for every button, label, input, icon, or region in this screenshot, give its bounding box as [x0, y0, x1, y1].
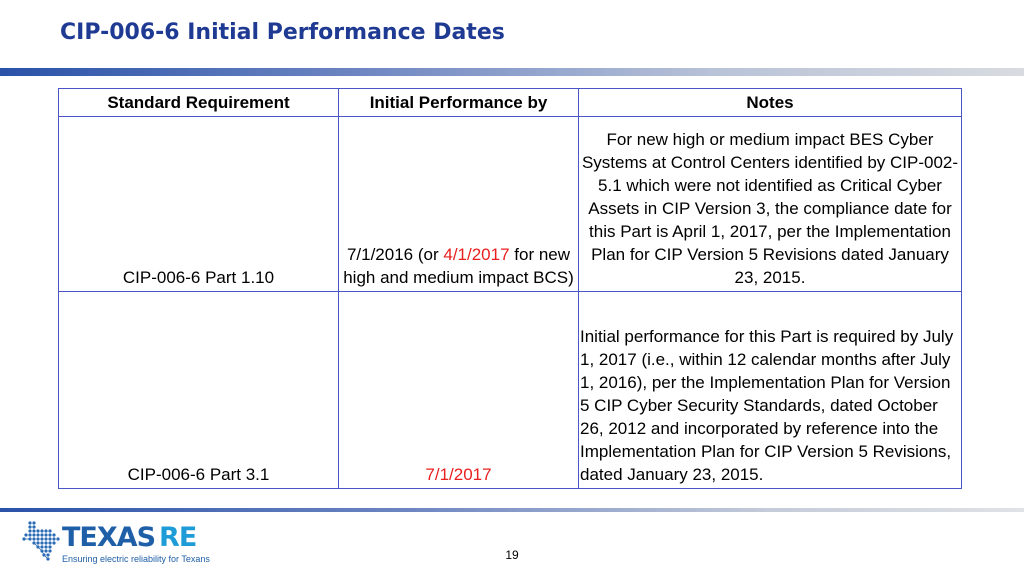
logo-re-text: RE: [159, 522, 197, 553]
notes-cell: Initial performance for this Part is required by July 1, 2017 (i.e., within 12 calendar months after July 1, 2016), per the Implementation Plan for Version 5 CIP Cyber Security Standards, dated October 26, 2012 and incorporated by reference into the Implementation Plan for CIP Version 5 Revisions, dated January 23, 2015.: [579, 292, 962, 489]
performance-date-text: for new high and medium impact BCS): [343, 245, 574, 287]
performance-cell: [339, 117, 579, 292]
performance-date-highlight: 4/1/2017: [443, 245, 510, 264]
table-header-row: [59, 89, 962, 117]
requirement-cell: CIP-006-6 Part 1.10: [59, 117, 339, 292]
texas-re-logo: [22, 520, 222, 566]
title-divider-bar: [0, 68, 1024, 76]
table-row: [59, 117, 962, 292]
notes-cell: For new high or medium impact BES Cyber Systems at Control Centers identified by CIP-002-5.1 which were not identified as Critical Cyber Assets in CIP Version 3, the compliance date for this Part is April 1, 2017, per the Implementation Plan for CIP Version 5 Revisions dated January 23, 2015.: [579, 117, 962, 292]
page-number: 19: [505, 548, 519, 562]
logo-tagline: Ensuring electric reliability for Texans: [62, 554, 210, 564]
performance-date-text: 7/1/2016 (or: [346, 245, 444, 264]
header-notes: Notes: [579, 89, 962, 117]
slide-title: CIP-006-6 Initial Performance Dates: [60, 20, 505, 45]
logo-texas-text: TEXAS: [62, 522, 156, 553]
texas-state-dots-icon: [22, 520, 62, 564]
logo-wordmark: [62, 522, 196, 553]
header-standard-requirement: Standard Requirement: [59, 89, 339, 117]
performance-dates-table: [58, 88, 962, 489]
header-initial-performance: Initial Performance by: [339, 89, 579, 117]
performance-cell: 7/1/2017: [339, 292, 579, 489]
footer-divider-bar: [0, 508, 1024, 512]
table-row: [59, 292, 962, 489]
requirement-cell: CIP-006-6 Part 3.1: [59, 292, 339, 489]
